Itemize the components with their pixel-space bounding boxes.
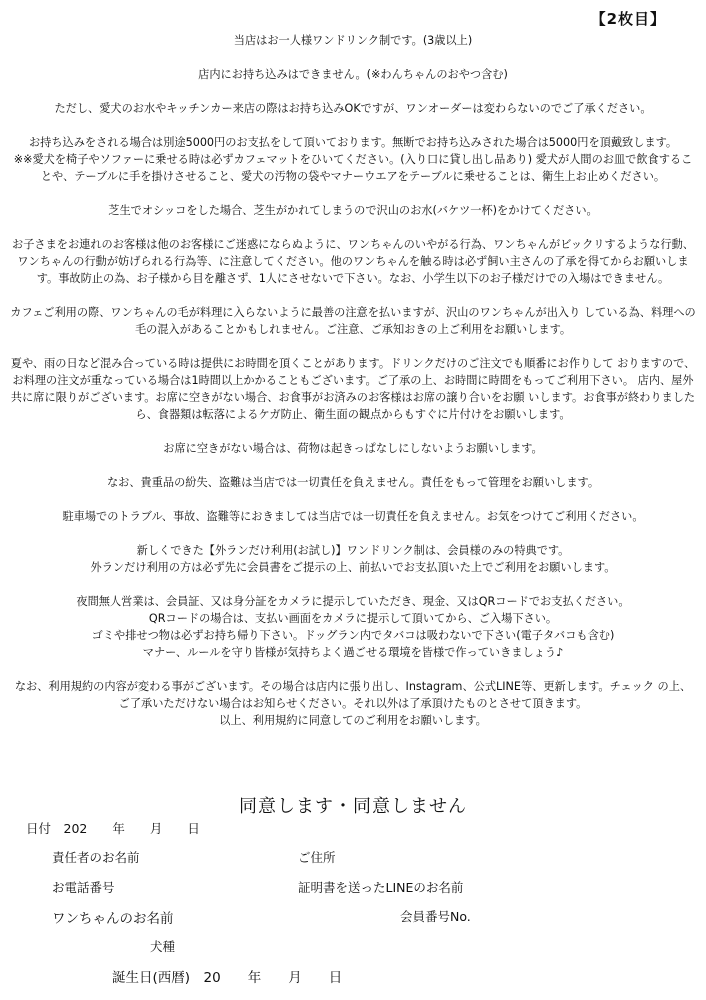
rule-night-1: 夜間無人営業は、会員証、又は身分証をカメラに提示していただき、現金、又はQRコードでお支払ください。 bbox=[76, 595, 630, 608]
page-number-label: 【2枚目】 bbox=[590, 10, 666, 28]
rule-one-drink: 当店はお一人様ワンドリンク制です。(3歳以上) bbox=[233, 34, 473, 47]
rule-run-only-1: 新しくできた【外ランだけ利用(お試し)】ワンドリンク制は、会員様のみの特典です。 bbox=[136, 544, 570, 557]
rule-children: お子さまをお連れのお客様は他のお客様にご迷惑にならぬように、ワンちゃんのいやがる行為、ワンちゃんがビックリするような行動、ワンちゃんの行動が妨げられる行為等、に注意してください。他のワンちゃんを触る時は必ず飼い主さんの了承を得てからお願いします。事故防止の為、お子様から目を離さず、1人にさせないで下さい。なお、小学生以下のお子様だけでの入場はできません。 bbox=[12, 238, 694, 285]
address-field[interactable]: ご住所 bbox=[298, 850, 336, 865]
birthday-field[interactable]: 誕生日(西暦) 20 年 月 日 bbox=[112, 970, 343, 986]
rule-terms-2: 以上、利用規約に同意してのご利用をお願いします。 bbox=[219, 714, 487, 727]
date-field[interactable]: 日付 202 年 月 日 bbox=[26, 821, 200, 836]
rule-no-outside-food: 店内にお持ち込みはできません。(※わんちゃんのおやつ含む) bbox=[198, 68, 508, 81]
rule-lawn: 芝生でオシッコをした場合、芝生がかれてしまうので沢山のお水(バケツ一杯)をかけてください。 bbox=[108, 204, 598, 217]
owner-name-field[interactable]: 責任者のお名前 bbox=[52, 850, 140, 865]
line-name-field[interactable]: 証明書を送ったLINEのお名前 bbox=[298, 880, 464, 895]
rule-parking: 駐車場でのトラブル、事故、盗難等におきましては当店では一切責任を負えません。お気をつけてご利用ください。 bbox=[62, 510, 644, 523]
dog-name-field[interactable]: ワンちゃんのお名前 bbox=[52, 911, 174, 927]
phone-field[interactable]: お電話番号 bbox=[52, 880, 115, 895]
rule-terms-1: なお、利用規約の内容が変わる事がございます。その場合は店内に張り出し、Instagram、公式LINE等、更新します。チェック の上、ご了承いただけない場合はお知らせください。それ以外は了承頂けたものとさせて頂きます。 bbox=[14, 680, 692, 710]
rule-night-3: ゴミや排せつ物は必ずお持ち帰り下さい。ドッグラン内でタバコは吸わないで下さい(電子タバコも含む) bbox=[91, 629, 615, 642]
rule-carry-in-fee: お持ち込みをされる場合は別途5000円のお支払をして頂いております。無断でお持ち込みされた場合は5000円を頂戴致します。 bbox=[28, 136, 678, 149]
rule-busy-times: 夏や、雨の日など混み合っている時は提供にお時間を頂くことがあります。ドリンクだけのご注文でも順番にお作りして おりますので、お料理の注文が重なっている場合は1時間以上かかることもございます。ご了承の上、お時間に時間をもってご利用下さい。 店内、屋外共に席に限りがございます。お席に空きがない場合、お食事がお済みのお客様はお席の譲り合いをお願 いします。お食事が終わりましたら、食器類は転落によるケガ防止、衛生面の観点からもすぐに片付けをお願いします。 bbox=[10, 357, 696, 421]
rule-night-4: マナー、ルールを守り皆様が気持ちよく過ごせる環境を皆様で作っていきましょう♪ bbox=[142, 646, 564, 659]
rule-dog-hair: カフェご利用の際、ワンちゃんの毛が料理に入らないように最善の注意を払いますが、沢山のワンちゃんが出入り している為、料理への毛の混入があることかもしれません。ご注意、ご承知おきの上ご利用をお願いします。 bbox=[10, 306, 696, 336]
rule-night-2: QRコードの場合は、支払い画面をカメラに提示して頂いてから、ご入場下さい。 bbox=[148, 612, 558, 625]
rule-water-exception: ただし、愛犬のお水やキッチンカー来店の際はお持ち込みOKですが、ワンオーダーは変わらないのでご了承ください。 bbox=[54, 102, 652, 115]
rule-valuables: なお、貴重品の紛失、盗難は当店では一切責任を負えません。責任をもって管理をお願いします。 bbox=[106, 476, 600, 489]
rule-belongings: お席に空きがない場合は、荷物は起きっぱなしにしないようお願いします。 bbox=[163, 442, 543, 455]
breed-field[interactable]: 犬種 bbox=[150, 939, 176, 954]
consent-choice[interactable]: 同意します・同意しません bbox=[239, 796, 467, 817]
rule-chair-mat: ※※愛犬を椅子やソファーに乗せる時は必ずカフェマットをひいてください。(入り口に貸し出し品あり) 愛犬が人間のお皿で飲食することや、テーブルに手を掛けさせること、愛犬の汚物の袋やマナーウエアをテーブルに乗せることは、衛生上お止めください。 bbox=[13, 153, 693, 183]
rule-run-only-2: 外ランだけ利用の方は必ず先に会員書をご提示の上、前払いでお支払頂いた上でご利用をお願いします。 bbox=[90, 561, 616, 574]
usage-rules bbox=[10, 32, 696, 729]
member-number-field[interactable]: 会員番号No. bbox=[400, 909, 471, 924]
